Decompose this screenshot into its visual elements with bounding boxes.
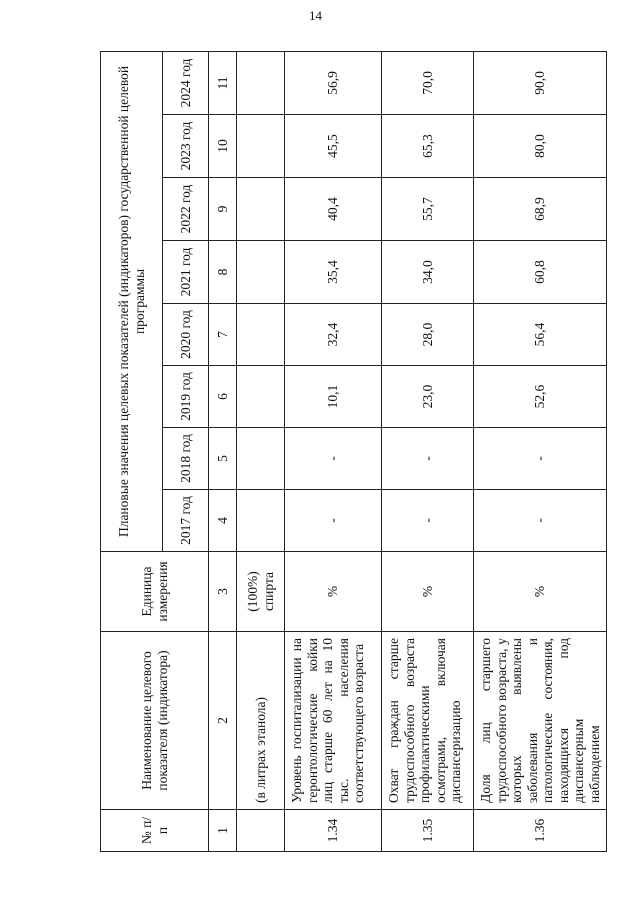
header-year: 2021 год	[163, 241, 209, 304]
row-value: -	[285, 428, 382, 490]
row-value: 52,6	[474, 366, 607, 428]
header-unit: Единица измерения	[101, 552, 209, 632]
empty-cell	[237, 51, 285, 114]
column-number: 4	[209, 490, 237, 552]
column-number: 10	[209, 115, 237, 178]
row-value: 45,5	[285, 115, 382, 178]
row-value: 56,9	[285, 51, 382, 114]
empty-cell	[237, 115, 285, 178]
table-row	[382, 51, 474, 851]
row-value: 35,4	[285, 241, 382, 304]
row-unit: %	[382, 552, 474, 632]
empty-cell	[237, 304, 285, 366]
column-number: 2	[209, 632, 237, 810]
row-unit: %	[285, 552, 382, 632]
row-num: 1.35	[382, 810, 474, 852]
row-value: 90,0	[474, 51, 607, 114]
header-num: № п/п	[101, 810, 209, 852]
table-row	[285, 51, 382, 851]
column-number: 6	[209, 366, 237, 428]
row-num: 1.36	[474, 810, 607, 852]
row-value: 68,9	[474, 178, 607, 241]
empty-cell	[237, 241, 285, 304]
row-value: 34,0	[382, 241, 474, 304]
row-value: 10,1	[285, 366, 382, 428]
header-name: Наименование целевого показателя (индикатора)	[101, 632, 209, 810]
row-num: 1.34	[285, 810, 382, 852]
header-year: 2019 год	[163, 366, 209, 428]
table-row	[474, 51, 607, 851]
rotated-page-content	[100, 52, 602, 852]
row-value: -	[474, 428, 607, 490]
continuation-unit: (100%) спирта	[237, 552, 285, 632]
row-value: 65,3	[382, 115, 474, 178]
header-year: 2022 год	[163, 178, 209, 241]
row-value: -	[285, 490, 382, 552]
column-number: 8	[209, 241, 237, 304]
column-number: 5	[209, 428, 237, 490]
row-value: 32,4	[285, 304, 382, 366]
header-year: 2023 год	[163, 115, 209, 178]
row-value: 70,0	[382, 51, 474, 114]
row-value: 28,0	[382, 304, 474, 366]
indicators-table	[100, 51, 607, 852]
header-row-1	[101, 51, 163, 851]
row-value: 23,0	[382, 366, 474, 428]
column-number: 3	[209, 552, 237, 632]
empty-cell	[237, 490, 285, 552]
header-year: 2020 год	[163, 304, 209, 366]
continuation-num	[237, 810, 285, 852]
header-planned-values: Плановые значения целевых показателей (индикаторов) государственной целевой программы	[101, 51, 163, 551]
row-value: 56,4	[474, 304, 607, 366]
header-year: 2017 год	[163, 490, 209, 552]
row-value: 40,4	[285, 178, 382, 241]
row-indicator-name: Доля лиц старшего трудоспособного возраста, у которых выявлены заболевания и патологические состояния, находящихся под диспансерным наблюдением	[474, 632, 607, 810]
row-value: -	[474, 490, 607, 552]
page-number: 14	[309, 8, 322, 23]
column-number: 9	[209, 178, 237, 241]
header-year: 2018 год	[163, 428, 209, 490]
header-year: 2024 год	[163, 51, 209, 114]
row-unit: %	[474, 552, 607, 632]
continuation-row	[237, 51, 285, 851]
row-value: 80,0	[474, 115, 607, 178]
row-indicator-name: Уровень госпитализации на геронтологические койки лиц старше 60 лет на 10 тыс. населения соответствующего возраста	[285, 632, 382, 810]
row-value: -	[382, 490, 474, 552]
column-number: 11	[209, 51, 237, 114]
column-number: 7	[209, 304, 237, 366]
empty-cell	[237, 178, 285, 241]
continuation-name: (в литрах этанола)	[237, 632, 285, 810]
row-value: -	[382, 428, 474, 490]
column-numbers-row	[209, 51, 237, 851]
row-value: 55,7	[382, 178, 474, 241]
column-number: 1	[209, 810, 237, 852]
empty-cell	[237, 366, 285, 428]
row-value: 60,8	[474, 241, 607, 304]
empty-cell	[237, 428, 285, 490]
row-indicator-name: Охват граждан старше трудоспособного возраста профилактическими осмотрами, включая диспансеризацию	[382, 632, 474, 810]
